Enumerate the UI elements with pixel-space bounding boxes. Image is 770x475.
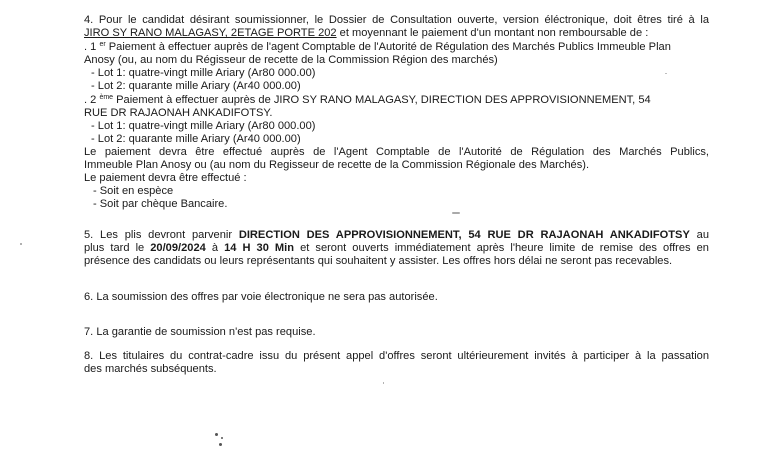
s8-line-2-text: des marchés subséquents. bbox=[84, 363, 217, 375]
s8-line-1-text: 8. Les titulaires du contrat-cadre issu du présent appel d'offres seront ultérieurement invités à participer à la passation bbox=[84, 350, 709, 362]
s5-line-1 bbox=[84, 229, 709, 242]
s5-line-2-a: plus tard le bbox=[84, 242, 151, 254]
s4-line-13-text: Le paiement devra être effectué : bbox=[84, 172, 247, 184]
s5-line-3-text: présence des candidats ou leurs représentants qui souhaitent y assister. Les offres hors délai ne seront pas recevables. bbox=[84, 255, 673, 267]
s4-line-1-text: 4. Pour le candidat désirant soumissionner, le Dossier de Consultation ouverte, version éléctronique, doit êtres tiré à la bbox=[84, 14, 709, 26]
s4-line-15 bbox=[93, 198, 718, 211]
scan-speck bbox=[452, 212, 460, 214]
s4-payment-1-sup: er bbox=[99, 41, 106, 48]
s5-line-2-e: et seront ouverts immédiatement après l'heure limite de remise des offres en bbox=[294, 242, 709, 254]
s5-deadline-date: 20/09/2024 bbox=[150, 242, 206, 254]
s5-line-2-c: à bbox=[205, 242, 225, 254]
s8-line-2 bbox=[84, 363, 709, 376]
s4-payment-1-text: Paiement à effectuer auprès de l'agent Comptable de l'Autorité de Régulation des Marchés Publics Immeuble Plan bbox=[105, 41, 671, 53]
s5-line-1-a: 5. Les plis devront parvenir bbox=[84, 229, 239, 241]
s4-check-option: - Soit par chèque Bancaire. bbox=[93, 198, 228, 210]
s7-line-1 bbox=[84, 326, 709, 339]
s5-delivery-address: DIRECTION DES APPROVISIONNEMENT, 54 RUE DR RAJAONAH ANKADIFOTSY bbox=[238, 229, 690, 241]
scan-speck bbox=[383, 382, 384, 384]
s4-payment-1-num: . 1 bbox=[84, 41, 97, 53]
s4-line-7 bbox=[84, 94, 709, 107]
scan-speck bbox=[219, 443, 222, 446]
scan-speck bbox=[665, 73, 667, 74]
s4-lot-1b bbox=[91, 120, 716, 133]
s4-payment-2-num: . 2 bbox=[84, 94, 97, 106]
s4-line-12 bbox=[84, 159, 709, 172]
s5-deadline-time: 14 H 30 Min bbox=[224, 242, 295, 254]
s4-payment-2-sup: ème bbox=[99, 94, 114, 101]
s4-line-3 bbox=[84, 41, 709, 54]
s5-line-1-c: au bbox=[689, 229, 709, 241]
s6-line-1 bbox=[84, 291, 709, 304]
s4-lot-2b-text: - Lot 2: quarante mille Ariary (Ar40 000.00) bbox=[91, 133, 301, 145]
scan-speck bbox=[215, 433, 218, 436]
scan-speck bbox=[221, 437, 223, 439]
s4-line-14 bbox=[93, 185, 718, 198]
scan-speck bbox=[20, 243, 22, 245]
s4-lot-1b-text: - Lot 1: quatre-vingt mille Ariary (Ar80 000.00) bbox=[91, 120, 316, 132]
s7-text: 7. La garantie de soumission n'est pas requise. bbox=[84, 326, 316, 338]
s4-line-11 bbox=[84, 146, 709, 159]
s4-lot-2b bbox=[91, 133, 716, 146]
s4-payment-2-text: Paiement à effectuer auprès de JIRO SY RANO MALAGASY, DIRECTION DES APPROVISIONNEMENT, 54 bbox=[113, 94, 651, 106]
s4-address-underlined: JIRO SY RANO MALAGASY, 2ETAGE PORTE 202 bbox=[84, 27, 337, 39]
s5-line-3 bbox=[84, 255, 709, 268]
s4-line-2-text: et moyennant le paiement d'un montant non remboursable de : bbox=[336, 27, 649, 39]
s4-line-4 bbox=[84, 54, 709, 67]
s4-line-11-text: Le paiement devra être effectué auprès de l'Agent Comptable de l'Autorité de Régulation des Marchés Publics, bbox=[84, 146, 709, 158]
s4-cash-option: - Soit en espèce bbox=[93, 185, 174, 197]
s4-lot-2 bbox=[91, 80, 716, 93]
s4-line-1 bbox=[84, 14, 709, 27]
s6-text: 6. La soumission des offres par voie électronique ne sera pas autorisée. bbox=[84, 291, 438, 303]
s4-lot-1-text: - Lot 1: quatre-vingt mille Ariary (Ar80 000.00) bbox=[91, 67, 316, 79]
s5-line-2 bbox=[84, 242, 709, 255]
s4-line-8-text: RUE DR RAJAONAH ANKADIFOTSY. bbox=[84, 107, 273, 119]
s4-line-13 bbox=[84, 172, 709, 185]
s4-lot-1 bbox=[91, 67, 716, 80]
s4-line-2 bbox=[84, 27, 709, 40]
s8-line-1 bbox=[84, 350, 709, 363]
s4-lot-2-text: - Lot 2: quarante mille Ariary (Ar40 000.00) bbox=[91, 80, 301, 92]
s4-line-12-text: Immeuble Plan Anosy ou (au nom du Regisseur de recette de la Commission Régionale des Marchés). bbox=[84, 159, 590, 171]
s4-line-8 bbox=[84, 107, 709, 120]
s4-line-4-text: Anosy (ou, au nom du Régisseur de recette de la Commission Région des marchés) bbox=[84, 54, 498, 66]
